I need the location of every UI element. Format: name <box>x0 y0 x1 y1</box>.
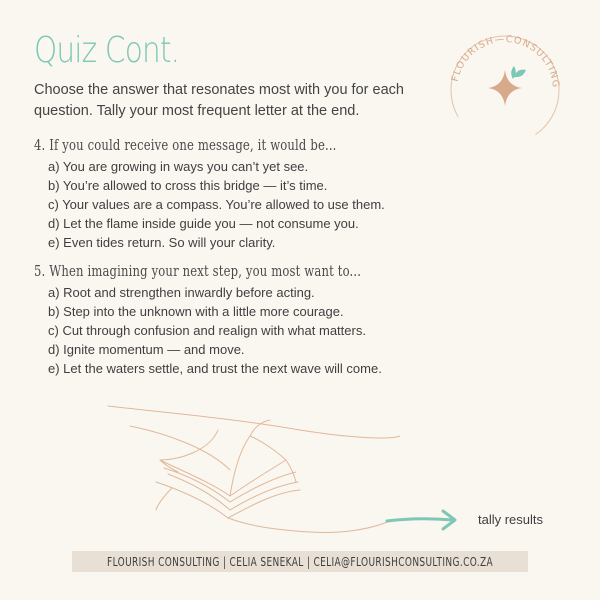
option-a: a) You are growing in ways you can’t yet see. <box>48 159 309 174</box>
arrow-right-icon <box>385 508 460 532</box>
question-5 <box>34 264 554 378</box>
page-title: Quiz Cont. <box>34 30 180 71</box>
option-c: c) Your values are a compass. You’re allowed to use them. <box>48 197 385 212</box>
option-list <box>34 283 554 378</box>
option-b: b) Step into the unknown with a little more courage. <box>48 304 344 319</box>
footer-text: FLOURISH CONSULTING | CELIA SENEKAL | CELIA@FLOURISHCONSULTING.CO.ZA <box>106 554 494 569</box>
option-e: e) Let the waters settle, and trust the next wave will come. <box>48 361 382 376</box>
intro-text: Choose the answer that resonates most with you for each question. Tally your most frequent letter at the end. <box>34 82 404 119</box>
option-a: a) Root and strengthen inwardly before acting. <box>48 285 315 300</box>
question-4 <box>34 138 554 252</box>
flourish-logo <box>447 32 563 148</box>
footer-bar <box>72 551 528 572</box>
open-book-icon <box>100 400 400 540</box>
option-d: d) Let the flame inside guide you — not consume you. <box>48 216 359 231</box>
option-d: d) Ignite momentum — and move. <box>48 342 245 357</box>
option-b: b) You’re allowed to cross this bridge — it’s time. <box>48 178 328 193</box>
question-title: 5. When imagining your next step, you most want to... <box>34 264 362 280</box>
option-c: c) Cut through confusion and realign with what matters. <box>48 323 366 338</box>
tally-results-label: tally results <box>478 512 544 527</box>
option-e: e) Even tides return. So will your clarity. <box>48 235 276 250</box>
option-list <box>34 157 554 252</box>
logo-text: FLOURISH—CONSULTING <box>449 33 562 89</box>
question-title: 4. If you could receive one message, it would be... <box>34 138 337 154</box>
